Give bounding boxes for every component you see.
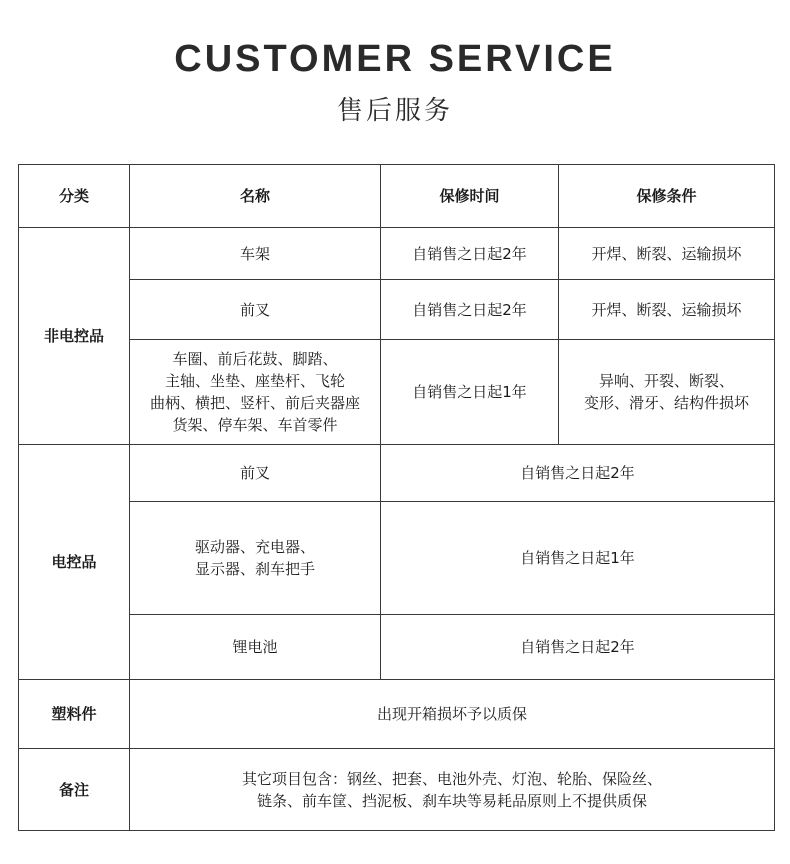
header-period: 保修时间: [381, 165, 559, 228]
warranty-condition: 开焊、断裂、运输损坏: [559, 228, 775, 280]
table-row: [19, 445, 775, 502]
item-name-line: 主轴、坐垫、座垫杆、飞轮: [164, 372, 345, 390]
item-name-line: 显示器、刹车把手: [194, 560, 315, 578]
page-title-en: CUSTOMER SERVICE: [174, 38, 616, 80]
warranty-period: 自销售之日起2年: [381, 615, 775, 680]
plastic-warranty: 出现开箱损坏予以质保: [130, 680, 775, 749]
header-category: 分类: [19, 165, 130, 228]
table-row: [19, 615, 775, 680]
header-name: 名称: [130, 165, 381, 228]
table-row: [19, 502, 775, 615]
table-row: [19, 228, 775, 280]
warranty-condition: [559, 340, 775, 445]
page-title-cn: 售后服务: [336, 96, 453, 126]
table-header-row: [19, 165, 775, 228]
item-name: 锂电池: [130, 615, 381, 680]
table-row: [19, 280, 775, 340]
item-name: 前叉: [130, 280, 381, 340]
header-condition: 保修条件: [559, 165, 775, 228]
item-name-line: 驱动器、充电器、: [194, 538, 315, 556]
condition-line: 变形、滑牙、结构件损坏: [583, 394, 749, 412]
category-plastic: 塑料件: [19, 680, 130, 749]
table-row: [19, 749, 775, 831]
item-name: 前叉: [130, 445, 381, 502]
remarks-line: 其它项目包含：钢丝、把套、电池外壳、灯泡、轮胎、保险丝、: [241, 769, 662, 788]
warranty-table: [18, 164, 775, 831]
warranty-period: 自销售之日起2年: [381, 228, 559, 280]
remarks-text: [130, 749, 775, 831]
item-name: [130, 340, 381, 445]
table-row: [19, 680, 775, 749]
warranty-period: 自销售之日起2年: [381, 280, 559, 340]
table-row: [19, 340, 775, 445]
remarks-line: 链条、前车筐、挡泥板、刹车块等易耗品原则上不提供质保: [256, 791, 647, 810]
condition-line: 异响、开裂、断裂、: [598, 372, 734, 390]
warranty-period: 自销售之日起1年: [381, 502, 775, 615]
item-name: 车架: [130, 228, 381, 280]
warranty-period: 自销售之日起2年: [381, 445, 775, 502]
item-name: [130, 502, 381, 615]
category-electric: 电控品: [19, 445, 130, 680]
warranty-condition: 开焊、断裂、运输损坏: [559, 280, 775, 340]
item-name-line: 货架、停车架、车首零件: [172, 416, 338, 434]
item-name-line: 车圈、前后花鼓、脚踏、: [172, 350, 338, 368]
category-non-electric: 非电控品: [19, 228, 130, 445]
warranty-period: 自销售之日起1年: [381, 340, 559, 445]
category-remarks: 备注: [19, 749, 130, 831]
item-name-line: 曲柄、横把、竖杆、前后夹器座: [149, 394, 360, 412]
